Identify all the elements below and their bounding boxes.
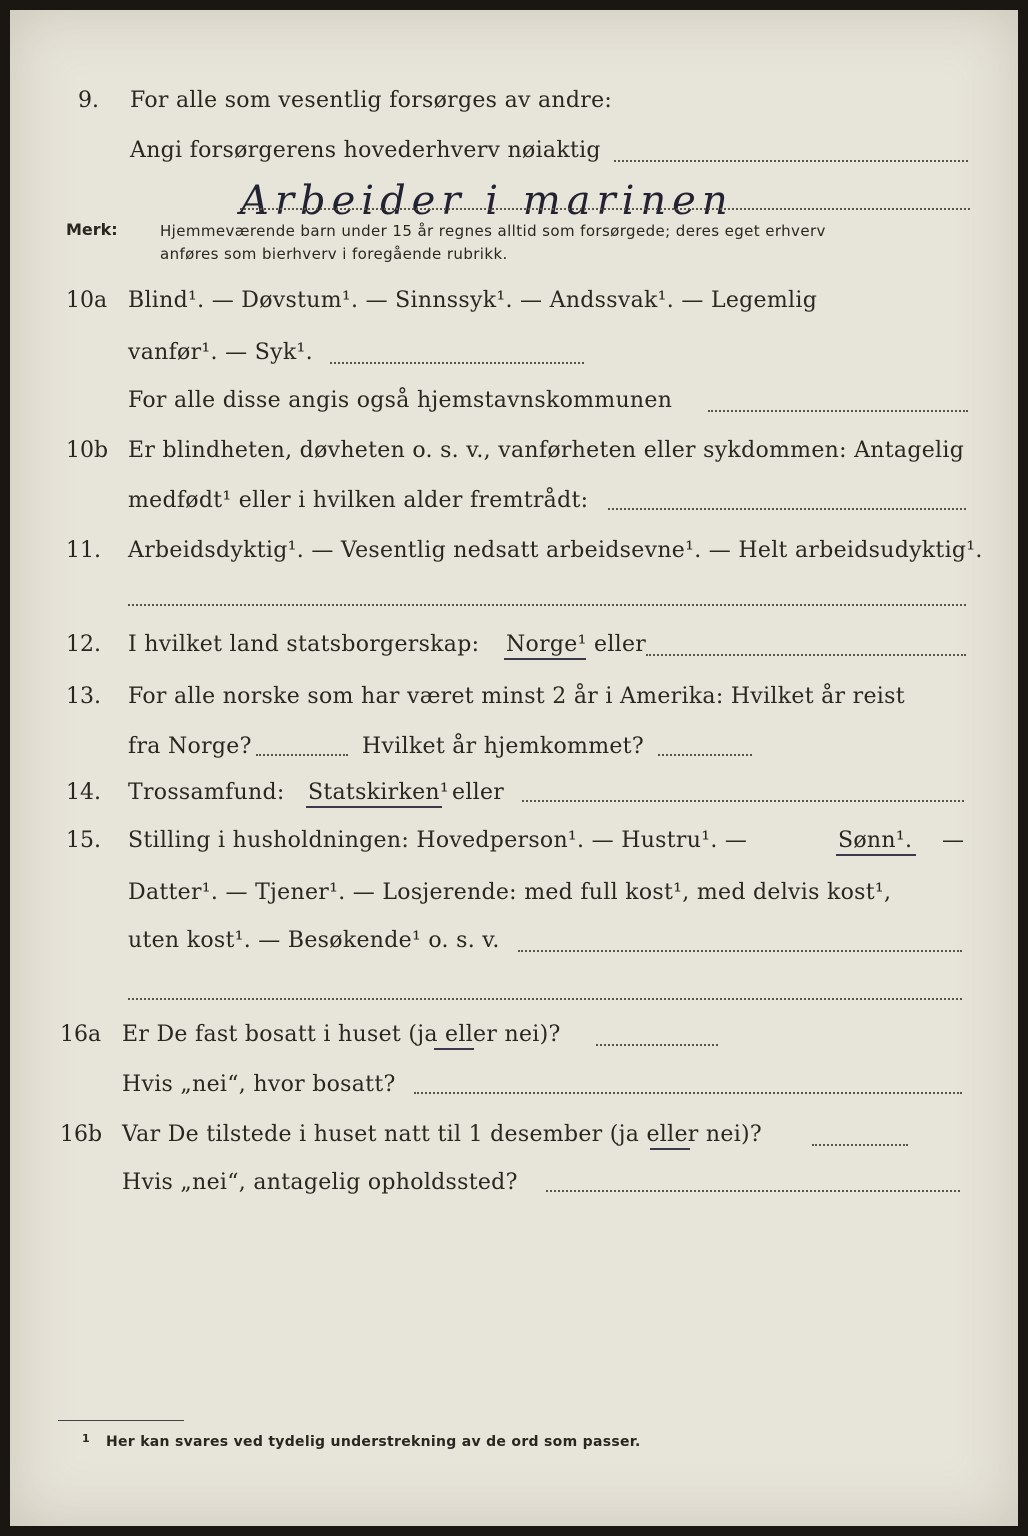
merk-label: Merk:: [66, 220, 118, 239]
q10b-fill-line: [608, 508, 966, 510]
q14-text-a: Trossamfund:: [128, 780, 285, 805]
q16b-ja-underline: [650, 1148, 690, 1150]
q16a-line2: Hvis „nei“, hvor bosatt?: [122, 1072, 396, 1097]
q14-number: 14.: [66, 780, 101, 805]
q15-line1c: —: [942, 828, 965, 853]
q9-line2: Angi forsørgerens hovederhverv nøiaktig: [130, 138, 601, 163]
q16b-line1: [122, 1122, 762, 1147]
footnote-text: Her kan svares ved tydelig understrekning av de ord som passer.: [106, 1434, 641, 1450]
q15-extra-line: [128, 998, 962, 1000]
q13-reist-fill-line: [256, 754, 348, 756]
q16a-ja-underline: [434, 1048, 474, 1050]
q9-number: 9.: [78, 88, 99, 113]
q16b-opholdssted-fill-line: [546, 1190, 960, 1192]
q16a-fill-line: [596, 1044, 718, 1046]
q15-fill-line: [518, 950, 962, 952]
q16b-text-a: Var De tilstede i huset natt til 1 desember (: [122, 1122, 619, 1147]
q14-statskirken: Statskirken¹: [308, 780, 449, 805]
merk-line1: Hjemmeværende barn under 15 år regnes alltid som forsørgede; deres eget erhverv: [160, 222, 826, 240]
q12-norge-underline: [504, 658, 586, 660]
q10a-line3: For alle disse angis også hjemstavnskommunen: [128, 388, 673, 413]
q14-statskirken-underline: [306, 806, 442, 808]
q16b-ja: ja: [618, 1122, 640, 1147]
q10a-line2: vanfør¹. — Syk¹.: [128, 340, 313, 365]
q15-sonn: Sønn¹.: [838, 828, 913, 853]
q16a-ja: ja: [417, 1022, 438, 1047]
q13-line2b: Hvilket år hjemkommet?: [362, 734, 644, 759]
q12-text-a: I hvilket land statsborgerskap:: [128, 632, 480, 657]
merk-line2: anføres som bierhverv i foregående rubrikk.: [160, 245, 508, 263]
q10b-line1: Er blindheten, døvheten o. s. v., vanførheten eller sykdommen: Antagelig: [128, 438, 965, 463]
q13-line1: For alle norske som har været minst 2 år i Amerika: Hvilket år reist: [128, 684, 905, 709]
q16b-text-c: eller nei)?: [639, 1122, 763, 1147]
q12-number: 12.: [66, 632, 101, 657]
q9-handwritten-answer: Arbeider i marinen: [240, 178, 734, 224]
q16a-line1: [122, 1022, 561, 1047]
q10a-fill-line: [330, 362, 584, 364]
q9-fill-line: [614, 160, 968, 162]
q10b-number: 10b: [66, 438, 109, 463]
q13-hjemkommet-fill-line: [658, 754, 752, 756]
q11-fill-line: [128, 604, 966, 606]
q16b-number: 16b: [60, 1122, 103, 1147]
q14-fill-line: [522, 800, 964, 802]
q16a-number: 16a: [60, 1022, 102, 1047]
q16a-bosatt-fill-line: [414, 1092, 962, 1094]
q11-number: 11.: [66, 538, 101, 563]
q13-number: 13.: [66, 684, 101, 709]
q16a-text-a: Er De fast bosatt i huset (: [122, 1022, 418, 1047]
q12-fill-line: [646, 654, 966, 656]
q10a-number: 10a: [66, 288, 108, 313]
q15-sonn-underline: [836, 854, 916, 856]
q10b-line2: medfødt¹ eller i hvilken alder fremtrådt:: [128, 488, 589, 513]
q12-norge: Norge¹: [506, 632, 587, 657]
q15-line1a: Stilling i husholdningen: Hovedperson¹. — Hustru¹. —: [128, 828, 748, 853]
q16a-text-c: eller nei)?: [437, 1022, 561, 1047]
q10a-line1: Blind¹. — Døvstum¹. — Sinnssyk¹. — Andssvak¹. — Legemlig: [128, 288, 818, 313]
q16b-line2: Hvis „nei“, antagelig opholdssted?: [122, 1170, 518, 1195]
q11-line1: Arbeidsdyktig¹. — Vesentlig nedsatt arbeidsevne¹. — Helt arbeidsudyktig¹.: [128, 538, 983, 563]
q16b-fill-line: [812, 1144, 908, 1146]
q14-text-c: eller: [452, 780, 505, 805]
q9-line1: For alle som vesentlig forsørges av andre:: [130, 88, 613, 113]
q13-line2a: fra Norge?: [128, 734, 252, 759]
census-form-page: [10, 10, 1018, 1526]
q10a-hjemstavn-line: [708, 410, 968, 412]
q12-text-c: eller: [594, 632, 647, 657]
q9-answer-line: [240, 208, 970, 210]
footnote-mark: 1: [82, 1432, 90, 1445]
q15-line3: uten kost¹. — Besøkende¹ o. s. v.: [128, 928, 500, 953]
q15-number: 15.: [66, 828, 101, 853]
footnote-rule: [58, 1420, 184, 1421]
q15-line2: Datter¹. — Tjener¹. — Losjerende: med full kost¹, med delvis kost¹,: [128, 880, 892, 905]
